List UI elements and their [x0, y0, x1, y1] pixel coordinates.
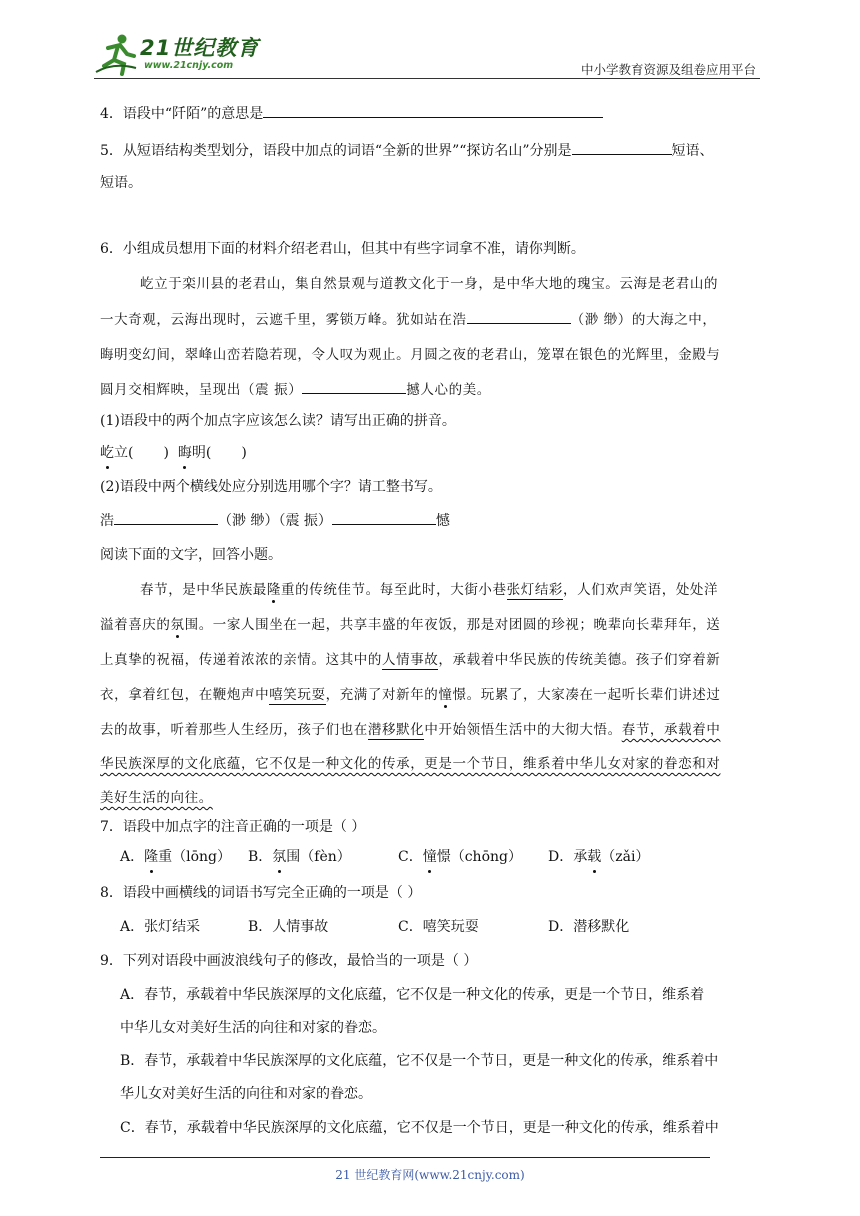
logo-text: 21世纪教育	[140, 36, 260, 60]
q7-option-b[interactable]: B．氛围（fèn）	[248, 846, 351, 868]
question-4-stem: 4．语段中“阡陌”的意思是	[100, 106, 264, 122]
question-7-stem: 7．语段中加点字的注音正确的一项是（ ）	[100, 819, 366, 835]
passage-line: 屹立于栾川县的老君山，集自然景观与道教文化于一身，是中华大地的瑰宝。云海是老君山的	[140, 276, 719, 292]
passage-line: 一大奇观，云海出现时，云遮千里，雾锁万峰。犹如站在浩 （渺 缈）的大海之中，	[100, 308, 717, 328]
question-5-tail2: 短语。	[100, 175, 142, 191]
question-5-stem: 5．从短语结构类型划分，语段中加点的词语“全新的世界”“探访名山”分别是	[100, 143, 572, 159]
runner-logo-icon	[94, 32, 138, 76]
char-answers: 浩 （渺 缈）（震 振） 憾	[100, 510, 450, 532]
sub-question-2: (2)语段中两个横线处应分别选用哪个字？请工整书写。	[100, 479, 442, 495]
fill-blank[interactable]	[467, 309, 571, 324]
footer-rule	[100, 1157, 710, 1158]
q8-option-d[interactable]: D．潜移默化	[548, 919, 630, 935]
question-6-title: 6．小组成员想用下面的材料介绍老君山，但其中有些字词拿不准，请你判断。	[100, 241, 585, 257]
platform-name: 中小学教育资源及组卷应用平台	[580, 62, 756, 77]
question-5-tail: 短语、	[671, 143, 714, 159]
logo-url: www.21cnjy.com	[144, 60, 234, 71]
q9-option-a-cont: 中华儿女对美好生活的向往和对家的眷恋。	[120, 1020, 386, 1036]
q9-option-b[interactable]: B．春节，承载着中华民族深厚的文化底蕴，它不仅是一个节日，更是一种文化的传承，维系着中	[120, 1053, 719, 1069]
q8-option-c[interactable]: C．嘻笑玩耍	[398, 919, 479, 935]
q9-option-c[interactable]: C．春节，承载着中华民族深厚的文化底蕴，它不仅是一个节日，更是一种文化的传承，维系着中	[120, 1120, 719, 1136]
dotted-char: 屹	[100, 442, 114, 464]
fill-blank[interactable]	[332, 510, 436, 525]
reading-line: 华民族深厚的文化底蕴，它不仅是一种文化的传承，更是一个节日，维系着中华儿女对家的眷恋和对	[100, 756, 721, 772]
q7-option-d[interactable]: D．承载（zǎi）	[548, 846, 649, 868]
q7-option-c[interactable]: C．憧憬（chōng）	[398, 846, 522, 868]
reading-intro: 阅读下面的文字，回答小题。	[100, 547, 282, 563]
header	[94, 30, 760, 80]
q8-option-a[interactable]: A．张灯结采	[120, 919, 201, 935]
question-9-stem: 9．下列对语段中画波浪线句子的修改，最恰当的一项是（ ）	[100, 953, 478, 969]
reading-line: 美好生活的向往。	[100, 790, 213, 806]
fill-blank[interactable]	[114, 510, 218, 525]
question-5-line2	[100, 172, 142, 194]
fill-blank[interactable]	[302, 379, 406, 394]
sub-question-1: (1)语段中的两个加点字应该怎么读？请写出正确的拼音。	[100, 413, 456, 429]
pinyin-answers: 屹立( ) 晦明( )	[100, 442, 247, 464]
question-5	[100, 140, 714, 162]
passage-line: 晦明变幻间，翠峰山峦若隐若现，令人叹为观止。月圆之夜的老君山，笼罩在银色的光辉里，金殿与	[100, 347, 721, 363]
q7-option-a[interactable]: A．隆重（lōng）	[120, 846, 231, 868]
reading-line: 去的故事，听着那些人生经历，孩子们也在潜移默化中开始领悟生活中的大彻大悟。春节，承载着中	[100, 722, 721, 738]
footer-text: 21 世纪教育网(www.21cnjy.com)	[335, 1168, 525, 1182]
logo	[94, 30, 264, 76]
q9-option-b-cont: 华儿女对美好生活的向往和对家的眷恋。	[120, 1086, 372, 1102]
reading-line: 衣，拿着红包，在鞭炮声中嘻笑玩耍，充满了对新年的憧憬。玩累了，大家凑在一起听长辈们讲述过	[100, 683, 720, 703]
dotted-char: 晦	[178, 442, 192, 464]
answer-blank[interactable]	[263, 103, 603, 118]
header-rule	[94, 78, 760, 79]
passage-line: 圆月交相辉映，呈现出（震 振） 撼人心的美。	[100, 378, 491, 398]
q8-option-b[interactable]: B．人情事故	[248, 919, 329, 935]
reading-line: 溢着喜庆的氛围。一家人围坐在一起，共享丰盛的年夜饭，那是对团圆的珍视；晚辈向长辈拜年，送	[100, 613, 720, 633]
reading-line: 上真挚的祝福，传递着浓浓的亲情。这其中的人情事故，承载着中华民族的传统美德。孩子们穿着新	[100, 652, 721, 668]
question-4	[100, 103, 603, 125]
answer-blank[interactable]	[572, 140, 672, 155]
reading-line: 春节，是中华民族最隆重的传统佳节。每至此时，大街小巷张灯结彩，人们欢声笑语，处处洋	[140, 578, 718, 598]
q9-option-a[interactable]: A．春节，承载着中华民族深厚的文化底蕴，它不仅是一种文化的传承，更是一个节日，维系着	[120, 987, 705, 1003]
question-8-stem: 8．语段中画横线的词语书写完全正确的一项是（ ）	[100, 885, 422, 901]
